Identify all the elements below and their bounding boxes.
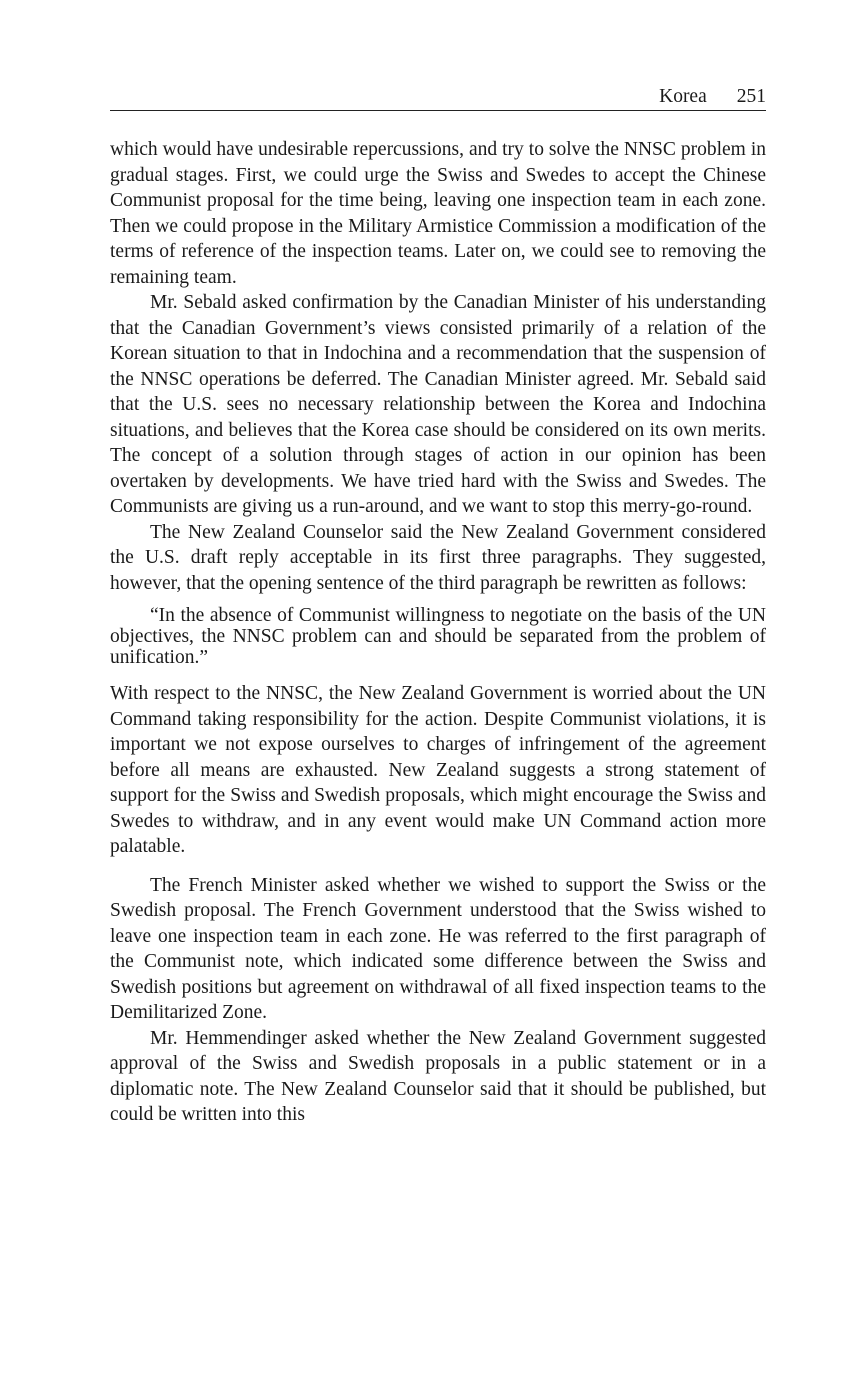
quoted-sentence: “In the absence of Communist willingness to negotiate on the basis of the UN objectives, the NNSC problem can and should be separated from the problem of unification.” <box>110 605 766 668</box>
body-text <box>110 137 766 1128</box>
document-page <box>110 84 766 1128</box>
section-title: Korea <box>659 86 707 107</box>
page-number: 251 <box>736 86 766 107</box>
block-quote <box>110 605 766 668</box>
paragraph-continuation: which would have undesirable repercussions, and try to solve the NNSC problem in gradual stages. First, we could urge the Swiss and Swedes to accept the Chinese Communist proposal for the time being, leaving one inspection team in each zone. Then we could propose in the Military Armistice Commission a modification of the terms of reference of the inspection teams. Later on, we could see to removing the remaining team. <box>110 139 766 288</box>
paragraph-new-zealand-counselor: The New Zealand Counselor said the New Zealand Government considered the U.S. draft reply acceptable in its first three paragraphs. They suggested, however, that the opening sentence of the third paragraph be rewritten as follows: <box>110 521 766 594</box>
running-header <box>110 84 766 111</box>
paragraph-sebald: Mr. Sebald asked confirmation by the Canadian Minister of his understanding that the Canadian Government’s views consisted primarily of a relation of the Korean situation to that in Indochina and a recommendation that the suspension of the NNSC operations be deferred. The Canadian Minister agreed. Mr. Sebald said that the U.S. sees no necessary relationship between the Korea and Indochina situations, and believes that the Korea case should be considered on its own merits. The concept of a solution through stages of action in our opinion has been overtaken by developments. We have tried hard with the Swiss and Swedes. The Communists are giving us a run-around, and we want to stop this merry-go-round. <box>110 292 766 517</box>
paragraph-french-minister: The French Minister asked whether we wished to support the Swiss or the Swedish proposal. The French Government understood that the Swiss wished to leave one inspection team in each zone. He was referred to the first paragraph of the Communist note, which indicated some difference between the Swiss and Swedish positions but agreement on withdrawal of all fixed inspection teams to the Demilitarized Zone. <box>110 874 766 1023</box>
paragraph-nnsc-concerns: With respect to the NNSC, the New Zealand Government is worried about the UN Command taking responsibility for the action. Despite Communist violations, it is important we not expose ourselves to charges of infringement of the agreement before all means are exhausted. New Zealand suggests a strong statement of support for the Swiss and Swedish proposals, which might encourage the Swiss and Swedes to withdraw, and in any event would make UN Command action more palatable. <box>110 683 766 857</box>
paragraph-hemmendinger: Mr. Hemmendinger asked whether the New Zealand Government suggested approval of the Swiss and Swedish proposals in a public statement or in a diplomatic note. The New Zealand Counselor said that it should be published, but could be written into this <box>110 1027 766 1125</box>
